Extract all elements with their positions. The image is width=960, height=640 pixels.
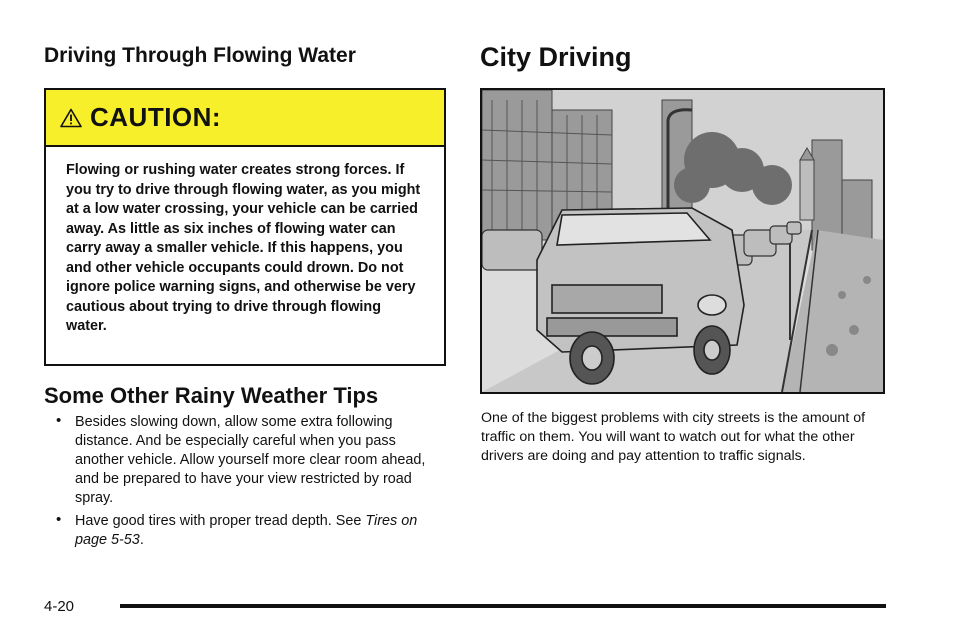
caution-title: CAUTION: [90, 102, 222, 132]
tip-suffix: . [139, 532, 144, 548]
page-number: 4-20 [44, 598, 75, 615]
caution-header [46, 90, 444, 147]
bullet-icon: • [56, 511, 62, 528]
section-heading-city-driving: City Driving [480, 42, 632, 72]
section-heading-rainy-tips: Some Other Rainy Weather Tips [44, 383, 379, 408]
section-heading-flowing-water: Driving Through Flowing Water [44, 44, 356, 67]
list-item [56, 413, 446, 508]
list-item [56, 512, 446, 550]
tip-text: Have good tires with proper tread depth. See [75, 513, 366, 529]
bullet-icon: • [56, 412, 62, 429]
tips-list [56, 413, 446, 554]
caution-box [44, 88, 446, 366]
city-traffic-van-illustration [482, 90, 883, 392]
tires-page-reference[interactable]: Tires on page 5-53 [75, 513, 418, 548]
caution-text: Flowing or rushing water creates strong forces. If you try to drive through flowing water, as you might at a low water crossing, your vehicle can be carried away. As little as six inches of flowing water can carry away a smaller vehicle. If this happens, you and other vehicle occupants could drown. Do not ignore police warning signs, and otherwise be very cautious about trying to drive through flowing water. [66, 162, 421, 334]
warning-triangle-icon [60, 108, 82, 128]
city-driving-text: One of the biggest problems with city streets is the amount of traffic on them. You will want to watch out for what the other drivers are doing and pay attention to traffic signals. [481, 410, 866, 464]
footer-rule [120, 604, 886, 608]
city-traffic-illustration [480, 88, 885, 394]
tip-text: Besides slowing down, allow some extra following distance. And be especially careful when you pass another vehicle. Allow yourself more clear room ahead, and be prepared to have your view restricted by road spray. [75, 414, 426, 506]
